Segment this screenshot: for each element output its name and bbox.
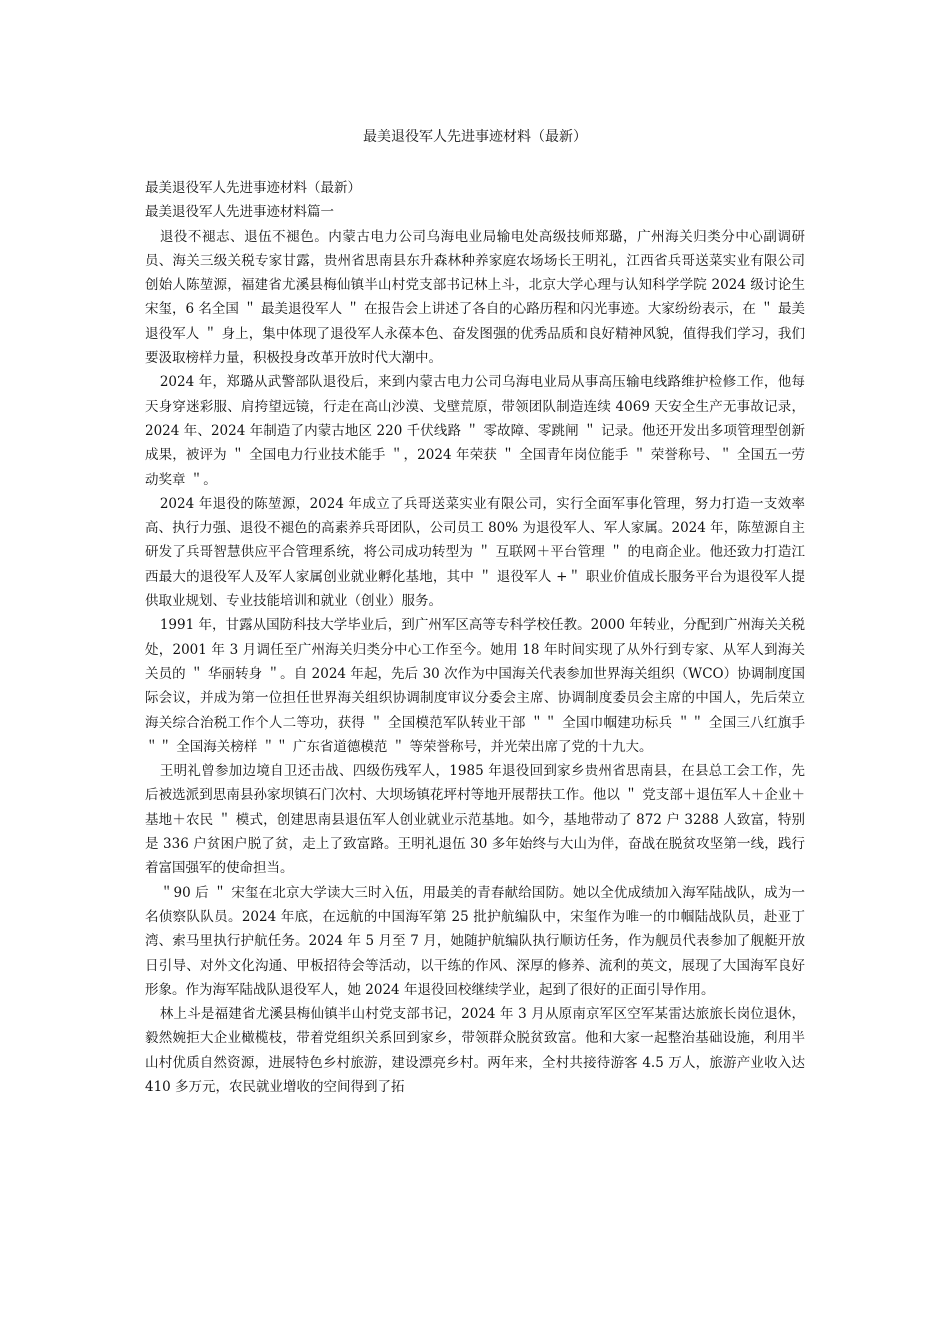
paragraph: 2024 年，郑璐从武警部队退役后，来到内蒙古电力公司乌海电业局从事高压输电线路维护检修工作，他每天身穿迷彩服、肩挎望远镜，行走在高山沙漠、戈壁荒原，带领团队制造连续 4069 天安全生产无事故记录，2024 年、2024 年制造了内蒙古地区 220 千伏线路 ＂ 零故障、零跳闸 ＂ 记录。他还开发出多项管理型创新成果，被评为 ＂ 全国电力行业技术能手 ＂，2024 年荣获 ＂ 全国青年岗位能手 ＂ 荣誉称号、＂ 全国五一劳动奖章 ＂。	[145, 374, 805, 488]
paragraph: ＂90 后 ＂ 宋玺在北京大学读大三时入伍，用最美的青春献给国防。她以全优成绩加入海军陆战队，成为一名侦察队队员。2024 年底，在远航的中国海军第 25 批护航编队中，宋玺作为唯一的巾帼陆战队员，赴亚丁湾、索马里执行护航任务。2024 年 5 月至 7 月，她随护航编队执行顺访任务，作为舰员代表参加了舰艇开放日引导、对外文化沟通、甲板招待会等活动，以干练的作风、深厚的修养、流利的英文，展现了大国海军良好形象。作为海军陆战队退役军人，她 2024 年退役回校继续学业，起到了很好的正面引导作用。	[145, 884, 805, 998]
paragraph: 王明礼曾参加边境自卫还击战、四级伤残军人，1985 年退役回到家乡贵州省思南县，在县总工会工作，先后被选派到思南县孙家坝镇石门次村、大坝场镇花坪村等地开展帮扶工作。他以 ＂ 党支部＋退伍军人＋企业＋基地＋农民 ＂ 模式，创建思南县退伍军人创业就业示范基地。如今，基地带动了 872 户 3288 人致富，特别是 336 户贫困户脱了贫，走上了致富路。王明礼退伍 30 多年始终与大山为伴，奋战在脱贫攻坚第一线，践行着富国强军的使命担当。	[145, 763, 805, 877]
document-subtitle: 最美退役军人先进事迹材料（最新）	[145, 180, 361, 196]
paragraph: 1991 年，甘露从国防科技大学毕业后，到广州军区高等专科学校任教。2000 年转业，分配到广州海关关税处，2001 年 3 月调任至广州海关归类分中心工作至今。她用 18 年时间实现了从外行到专家、从军人到海关关员的 ＂ 华丽转身 ＂。自 2024 年起，先后 30 次作为中国海关代表参加世界海关组织（WCO）协调制度国际会议，并成为第一位担任世界海关组织协调制度审议分委会主席、协调制度委员会主席的中国人，先后荣立海关综合治税工作个人二等功，获得 ＂ 全国模范军队转业干部 ＂＂ 全国巾帼建功标兵 ＂＂ 全国三八红旗手 ＂＂ 全国海关榜样 ＂＂ 广东省道德模范 ＂ 等荣誉称号，并光荣出席了党的十九大。	[145, 617, 805, 755]
document-title: 最美退役军人先进事迹材料（最新）	[363, 129, 587, 145]
paragraph: 2024 年退役的陈堃源，2024 年成立了兵哥送菜实业有限公司，实行全面军事化管理，努力打造一支效率高、执行力强、退役不褪色的高素养兵哥团队，公司员工 80% 为退役军人、军人家属。2024 年，陈堃源自主研发了兵哥智慧供应平合管理系统，将公司成功转型为 ＂ 互联网＋平台管理 ＂ 的电商企业。他还致力打造江西最大的退役军人及军人家属创业就业孵化基地，其中 ＂ 退役军人 +＂ 职业价值成长服务平台为退役军人提供取业规划、专业技能培训和就业（创业）服务。	[145, 495, 805, 610]
section-heading: 最美退役军人先进事迹材料篇一	[145, 204, 334, 221]
paragraph: 退役不褪志、退伍不褪色。内蒙古电力公司乌海电业局输电处高级技师郑璐，广州海关归类分中心副调研员、海关三级关税专家甘露，贵州省思南县东升森林种养家庭农场场长王明礼，江西省兵哥送菜实业有限公司创始人陈堃源，福建省尤溪县梅仙镇半山村党支部书记林上斗，北京大学心理与认知科学学院 2024 级讨论生宋玺，6 名全国 ＂ 最美退役军人 ＂ 在报告会上讲述了各自的心路历程和闪光事迹。大家纷纷表示，在 ＂ 最美退役军人 ＂ 身上，集中体现了退役军人永葆本色、奋发图强的优秀品质和良好精神风貌，值得我们学习，我们要汲取榜样力量，积极投身改革开放时代大潮中。	[145, 228, 805, 367]
document-body	[145, 176, 805, 1099]
paragraph: 林上斗是福建省尤溪县梅仙镇半山村党支部书记，2024 年 3 月从原南京军区空军某雷达旅旅长岗位退休，毅然婉拒大企业橄榄枝，带着党组织关系回到家乡，带领群众脱贫致富。他和大家一起整治基础设施，利用半山村优质自然资源，进展特色乡村旅游，建设漂亮乡村。两年来，全村共接待游客 4.5 万人，旅游产业收入达 410 多万元，农民就业增收的空间得到了拓	[145, 1006, 805, 1095]
